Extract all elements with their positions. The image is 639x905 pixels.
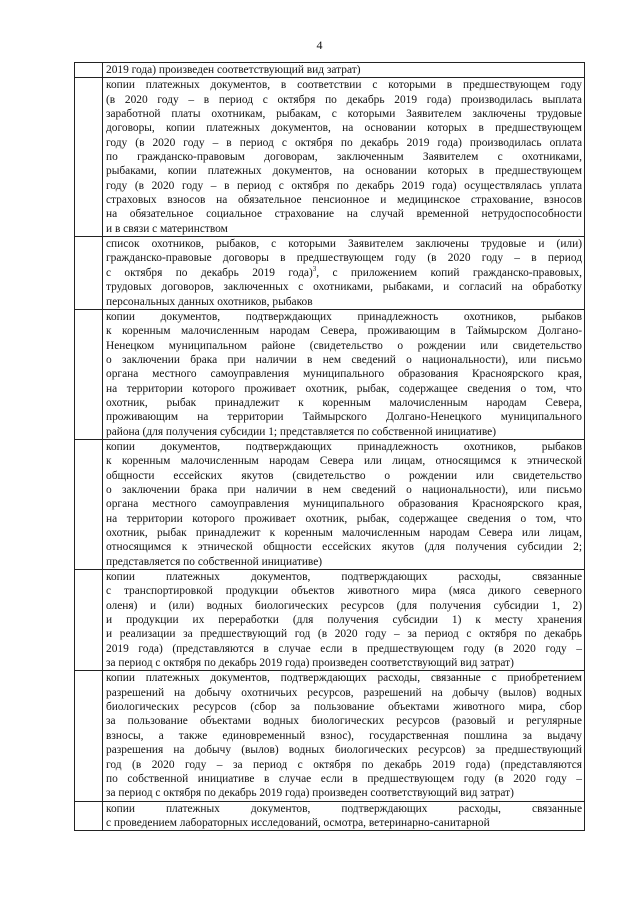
document-cell [103, 439, 585, 569]
text-line: году (в 2020 году – в период с октября по декабрь 2019 года) производилась оплата [106, 136, 582, 149]
document-cell [103, 309, 585, 439]
text-line: и реализации за предшествующий год (в 2020 году – за период с октября по декабрь [106, 628, 582, 641]
table-row [75, 78, 585, 237]
text-line: рыбаками, копии платежных документов, на основании которых в предшествующем [106, 165, 582, 178]
text-line: проживающим на территории Таймырского Долгано-Ненецкого муниципального [106, 411, 582, 424]
document-cell [103, 671, 585, 801]
text-line: разрешений на добычу охотничьих ресурсов, разрешений на добычу (вылов) водных [106, 686, 582, 699]
table-row [75, 801, 585, 831]
table-row [75, 671, 585, 801]
table-row [75, 63, 585, 78]
text-line: биологических ресурсов (сбор за пользование объектами животного мира, сбор [106, 701, 582, 714]
text-line: трудовых договоров, заключенных с охотниками, рыбаками, и согласий на обработку [106, 281, 582, 294]
text-line: гражданско-правовые договоры в предшествующем году (в 2020 году – в период [106, 252, 582, 265]
text-line: на территории которого проживает охотник, рыбак, содержащее сведения о том, что [106, 512, 582, 525]
table-row [75, 309, 585, 439]
text-line: органа местного самоуправления муниципального образования Красноярского края, [106, 498, 582, 511]
table-row [75, 570, 585, 671]
text-line: общности ессейских якутов (свидетельство о рождении или свидетельство [106, 469, 582, 482]
text-line: взносы, а также единовременный взнос), государственная пошлина за выдачу [106, 729, 582, 742]
row-number-cell [75, 439, 103, 569]
text-line: договоры, копии платежных документов, на основании которых в предшествующем [106, 122, 582, 135]
text-line: заработной платы охотникам, рыбакам, с которыми Заявителем заключены трудовые [106, 108, 582, 121]
text-line: охотник, рыбак принадлежит к коренным малочисленным народам Севера, [106, 396, 582, 409]
row-number-cell [75, 237, 103, 310]
text-line: копии платежных документов, в соответствии с которыми в предшествующем году [106, 79, 582, 92]
text-line: с проведением лабораторных исследований, осмотра, ветеринарно-санитарной [106, 816, 490, 829]
row-number-cell [75, 309, 103, 439]
document-cell [103, 78, 585, 237]
text-line: к коренным малочисленным народам Севера, проживающим в Таймырском Долгано- [106, 325, 582, 338]
document-cell [103, 237, 585, 310]
text-line: год (в 2020 году – за период с октября по декабрь 2019 года) (представляются [106, 758, 582, 771]
text-line: о заключении брака при наличии в нем сведений о национальности), или письмо [106, 483, 582, 496]
text-line: 2019 года) произведен соответствующий вид затрат) [106, 64, 361, 76]
text-line: относящимся к этнической общности ессейских якутов (для получения субсидии 2; [106, 541, 582, 554]
text-line: и в связи с материнством [106, 222, 228, 235]
text-line: за период с октября по декабрь 2019 года) произведен соответствующий вид затрат) [106, 787, 514, 800]
text-line: список охотников, рыбаков, с которыми Заявителем заключены трудовые и (или) [106, 238, 582, 251]
text-line: копии документов, подтверждающих принадлежность охотников, рыбаков [106, 440, 582, 453]
text-line: Ненецком муниципальном районе (свидетельство о рождении или свидетельство [106, 339, 582, 352]
row-number-cell [75, 78, 103, 237]
text-line: о заключении брака при наличии в нем сведений о национальности), или письмо [106, 353, 582, 366]
document-cell [103, 570, 585, 671]
text-line: по собственной инициативе в случае если в предшествующем году (в 2020 году – [106, 772, 582, 785]
row-number-cell [75, 570, 103, 671]
text-line: на территории которого проживает охотник, рыбак, содержащее сведения о том, что [106, 382, 582, 395]
text-line: году (в 2020 году – в период с октября по декабрь 2019 года) осуществлялась уплата [106, 179, 582, 192]
text-line: персональных данных охотников, рыбаков [106, 295, 313, 308]
text-line: копии платежных документов, подтверждающих расходы, связанные [106, 802, 582, 815]
text-line: представляется по собственной инициативе) [106, 555, 323, 568]
row-number-cell [75, 801, 103, 831]
document-table [74, 62, 585, 831]
text-line: копии документов, подтверждающих принадлежность охотников, рыбаков [106, 310, 582, 323]
text-line: с транспортировкой продукции объектов животного мира (мяса дикого северного [106, 585, 582, 598]
text-line: копии платежных документов, подтверждающих расходы, связанные [106, 571, 582, 584]
text-line: за пользование объектами водных биологических ресурсов (разовый и регулярные [106, 715, 582, 728]
text-line-tail: , с приложением копий гражданско-правовых, [316, 266, 582, 279]
document-cell [103, 801, 585, 831]
text-line: на обязательное социальное страхование на случай временной нетрудоспособности [106, 208, 582, 221]
table-row [75, 439, 585, 569]
table-row [75, 237, 585, 310]
text-line: за период с октября по декабрь 2019 года) произведен соответствующий вид затрат) [106, 657, 514, 670]
text-line: разрешения на добычу (вылов) водных биологических ресурсов) за предшествующий [106, 744, 582, 757]
row-number-cell [75, 63, 103, 78]
text-line: 2019 года) (представляются в случае если в предшествующем году (в 2020 году – [106, 642, 582, 655]
text-line: с октября по декабрь 2019 года)$^3$, с приложением копий гражданско-правовых, [106, 265, 582, 279]
text-line: оленя) и (или) водных биологических ресурсов (для получения субсидии 1, 2) [106, 599, 582, 612]
row-number-cell [75, 671, 103, 801]
text-line: копии платежных документов, подтверждающих расходы, связанные с приобретением [106, 672, 582, 685]
text-line: к коренным малочисленным народам Севера или лицам, относящимся к этнической [106, 455, 582, 468]
document-cell [103, 63, 585, 78]
text-line: страховых взносов на обязательное пенсионное и медицинское страхование, взносов [106, 194, 582, 207]
text-line: и продукции их переработки (для получения субсидии 1) к месту хранения [106, 614, 582, 627]
text-line: охотник, рыбак принадлежит к коренным малочисленным народам Севера или лицам, [106, 527, 582, 539]
text-line: по гражданско-правовым договорам, заключенным Заявителем с охотниками, [106, 151, 582, 164]
footnote-mark: 3 [312, 265, 317, 274]
text-line: органа местного самоуправления муниципального образования Красноярского края, [106, 368, 582, 381]
text-line: (в 2020 году – в период с октября по декабрь 2019 года) производилась выплата [106, 93, 582, 106]
text-line: района (для получения субсидии 1; представляется по собственной инициативе) [106, 425, 497, 438]
page-number: 4 [316, 38, 323, 52]
